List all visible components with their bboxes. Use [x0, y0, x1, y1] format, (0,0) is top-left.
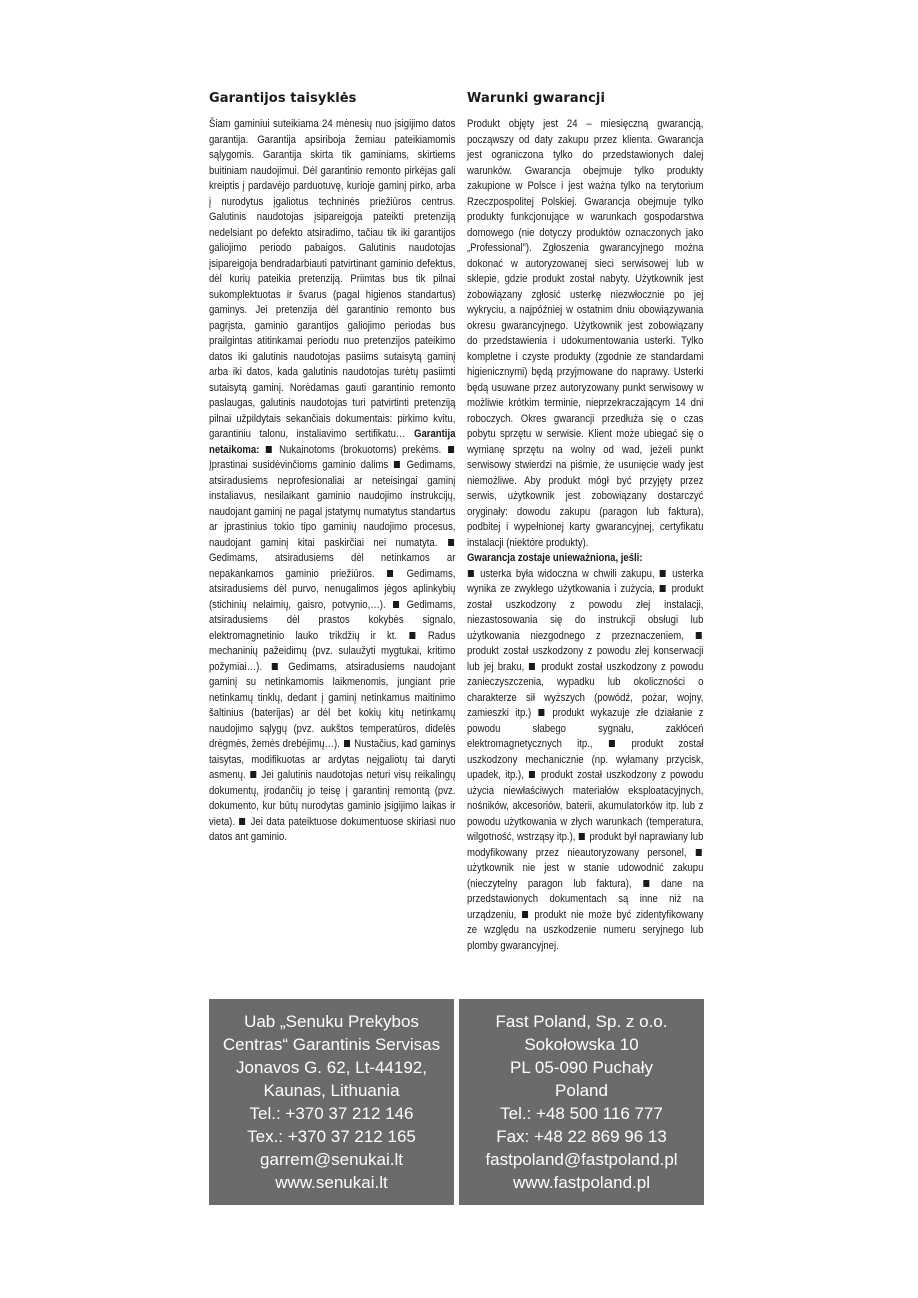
bullet-square-icon: [394, 461, 400, 468]
void-condition-item: Gedimams, atsiradusiems naudojant gaminį su netinkamomis laikmenomis, jungiant prie netinkamų tinklų, dedant į gaminį netinkamus maitinimo šaltinius (baterijas) ar dėl bet kokių kitų netinkamų naudojimo sąlygų (pvz. aukštos temperatūros, didelės drėgmės, žemės drebėjimų…).: [209, 660, 456, 750]
lt-void-list: [209, 444, 455, 844]
void-condition-item: produkt został uszkodzony z powodu złej instalacji, niezastosowania się do instrukcji obsługi lub użytkowania niezgodnego z przeznaczeniem,: [467, 583, 704, 642]
lt-contact-line: Centras“ Garantinis Servisas: [222, 1035, 441, 1054]
bullet-square-icon: [272, 663, 278, 670]
bullet-square-icon: [660, 585, 666, 592]
pl-contact-line: Poland: [555, 1081, 608, 1100]
lt-service-contact-box: [209, 999, 454, 1205]
bullet-square-icon: [609, 740, 615, 747]
pl-service-contact-box: [459, 999, 704, 1205]
bullet-square-icon: [239, 818, 245, 825]
bullet-square-icon: [448, 539, 454, 546]
bullet-square-icon: [468, 570, 474, 577]
lt-warranty-body: [209, 117, 455, 846]
pl-contact-email: fastpoland@fastpoland.pl: [485, 1150, 678, 1169]
pl-void-list: [467, 568, 703, 952]
lt-contact-website: www.senukai.lt: [275, 1173, 388, 1192]
pl-warranty-body: [467, 117, 703, 954]
pl-contact-fax: Fax: +48 22 869 96 13: [496, 1127, 667, 1146]
void-condition-item: produkt wykazuje złe działanie z powodu słabego sygnału, zakłóceń elektromagnetycznych itp.,: [467, 707, 704, 750]
bullet-square-icon: [529, 663, 535, 670]
pl-warranty-title: Warunki gwarancji: [467, 91, 606, 106]
pl-warranty-intro: Produkt objęty jest 24 – miesięczną gwarancją, począwszy od daty zakupu przez klienta. Gwarancja jest ograniczona tylko do przedstawionych dalej warunków. Gwarancja obejmuje tylko produkty zakupione w Polsce i jest ważna tylko na terytorium Rzeczpospolitej Polskiej. Gwarancja obejmuje tylko produkty funkcjonujące w warunkach gospodarstwa domowego (nie dotyczy produktów oznaczonych jako „Professional”). Zgłoszenia gwarancyjnego można dokonać w autoryzowanej sieci serwisowej lub w sklepie, gdzie produkt został nabyty. Użytkownik jest zobowiązany zgłosić usterkę niezwłocznie po jej wykryciu, a najpóźniej w ostatnim dniu obowiązywania okresu gwarancyjnego. Użytkownik jest zobowiązany do przedstawienia i udokumentowania usterki. Tylko kompletne i czyste produkty (zgodnie ze standardami higienicznymi) będą przyjmowane do naprawy. Usterki będą usuwane przez autoryzowany punkt serwisowy w możliwie krótkim terminie, nieprzekraczającym 14 dni roboczych. Okres gwarancji przedłuża się o czas pobytu sprzętu w serwisie. Klient może ubiegać się o wymianę sprzętu na wolny od wad, jeżeli punkt serwisowy stwierdzi na piśmie, że usunięcie wady jest niemożliwe. Aby produkt mógł być przyjęty przez serwis, użytkownik jest zobowiązany dostarczyć oryginały: dowodu zakupu (paragon lub faktura), podbitej i wypełnionej karty gwarancyjnej, certyfikatu instalacji (niektóre produkty).: [467, 118, 704, 549]
bullet-square-icon: [579, 833, 585, 840]
lithuanian-warranty-column: [209, 91, 456, 846]
void-condition-item: usterka była widoczna w chwili zakupu,: [475, 567, 655, 580]
void-condition-item: użytkownik nie jest w stanie udowodnić zakupu (nieczytelny paragon lub faktura),: [467, 862, 704, 890]
bullet-square-icon: [660, 570, 666, 577]
lt-void-heading: Garantija netaikoma:: [209, 428, 456, 456]
void-condition-item: Gedimams, atsiradusiems dėl netinkamos ar nepakankamos gaminio priežiūros.: [209, 552, 456, 580]
void-condition-item: usterka wynika ze zwykłego użytkowania i zużycia,: [467, 567, 704, 595]
lt-contact-phone: Tel.: +370 37 212 146: [249, 1104, 414, 1123]
void-condition-item: Įprastinai susidėvinčioms gaminio dalims: [209, 459, 389, 471]
pl-void-heading: Gwarancja zostaje unieważniona, jeśli:: [467, 552, 643, 564]
polish-warranty-column: [467, 91, 704, 954]
lt-contact-fax: Tex.: +370 37 212 165: [247, 1127, 416, 1146]
pl-contact-line: Sokołowska 10: [524, 1035, 639, 1054]
lt-contact-line: Kaunas, Lithuania: [263, 1081, 400, 1100]
void-condition-item: Jei galutinis naudotojas neturi visų reikalingų dokumentų, įrodančių jo teisę į garantinį remontą (pvz. dokumento, kur būtų nurodytas gaminio įsigijimo laikas ir vieta).: [209, 769, 456, 828]
pl-contact-line: Fast Poland, Sp. z o.o.: [495, 1012, 668, 1031]
lt-contact-email: garrem@senukai.lt: [260, 1150, 403, 1169]
void-condition-item: Gedimams, atsiradusiems neprofesionaliai ar neteisingai gaminį instaliavus, nesilaikant gaminio naudojimo instrukcijų, naudojant gaminį ne pagal įstatymų numatytus standartus ar įprastinius tokio tipo gaminių naudojimo procesus, naudojant gaminį kitai paskirčiai nei numatyta.: [209, 459, 456, 549]
void-condition-item: Radus mechaninių pažeidimų (pvz. sulaužyti mygtukai, kritimo požymiai…).: [209, 629, 456, 673]
void-condition-item: produkt był naprawiany lub modyfikowany przez nieautoryzowany personel,: [467, 831, 704, 859]
void-condition-item: Gedimams, atsiradusiems dėl purvo, nenugalimos jėgos aplinkybių (stichinių nelaimių, gaisro, potvynio,…).: [209, 567, 456, 611]
bullet-square-icon: [538, 709, 544, 716]
bullet-square-icon: [344, 740, 350, 747]
bullet-square-icon: [696, 849, 702, 856]
lt-contact-line: Uab „Senuku Prekybos: [244, 1012, 419, 1031]
void-condition-item: produkt został uszkodzony z powodu złej konserwacji lub jej braku,: [467, 645, 704, 673]
bullet-square-icon: [529, 771, 535, 778]
lt-warranty-title: Garantijos taisyklės: [209, 91, 357, 106]
void-condition-item: produkt nie może być zidentyfikowany ze względu na uszkodzenie numeru seryjnego lub plomby gwarancyjnej.: [467, 908, 704, 952]
bullet-square-icon: [643, 880, 649, 887]
void-condition-item: Gedimams, atsiradusiems dėl prastos kokybės signalo, elektromagnetinio lauko trikdžių ir kt.: [209, 598, 456, 642]
void-condition-item: produkt został uszkodzony z powodu użycia niewłaściwych materiałów eksploatacyjnych, nośników, akcesoriów, baterii, akumulatorków itp. lub z powodu użytkowania w złych warunkach (temperatura, wilgotność, wstrząsy itp.),: [467, 769, 704, 843]
void-condition-item: Nustačius, kad gaminys taisytas, modifikuotas ar ardytas neįgaliotų tai daryti asmenų.: [209, 738, 456, 781]
void-condition-item: Nukainotoms (brokuotoms) prekėms.: [273, 443, 442, 456]
bullet-square-icon: [393, 601, 399, 608]
bullet-square-icon: [696, 632, 702, 639]
bullet-square-icon: [387, 570, 393, 577]
void-condition-item: produkt został uszkodzony mechanicznie (np. wyłamany przycisk, upadek, itp.),: [467, 738, 704, 781]
bullet-square-icon: [448, 446, 454, 453]
lt-warranty-intro: Šiam gaminiui suteikiama 24 mėnesių nuo įsigijimo datos garantija. Garantija apsiriboja žemiau pateikiamomis sąlygomis. Garantija skirta tik gaminiams, skirtiems buitiniam naudojimui. Dėl garantinio remonto pirkėjas gali kreiptis į pardavėjo parduotuvę, kurioje gaminį pirko, arba į nurodytus įgaliotus techninės priežiūros centrus. Galutinis naudotojas įsipareigoja pateikti pretenziją nedelsiant po defekto atsiradimo, tačiau tik iki garantijos galiojimo periodo pabaigos. Galutinis naudotojas įsipareigoja bendradarbiauti patvirtinant gaminio defektus, dėl kurių pateikia pretenziją. Priimtas bus tik pilnai sukomplektuotas ir švarus (pagal higienos standartus) gaminys. Jei pretenzija dėl garantinio remonto bus pagrįsta, gaminio garantijos galiojimo periodas bus prailgintas atitinkamai periodu nuo pretenzijos pateikimo datos iki galutinis naudotojas pasiims sutaisytą gaminį arba iki datos, kada galutinis naudotojas turėtų pasiimti sutaisytą gaminį. Norėdamas gauti garantinio remonto paslaugas, galutinis naudotojas turi patvirtinti pretenziją pilnai užpildytais sekančiais dokumentais: pirkimo kvitu, garantiniu talonu, instaliavimo sertifikatu…: [209, 118, 456, 440]
pl-contact-line: PL 05-090 Puchały: [509, 1058, 654, 1077]
void-condition-item: dane na przedstawionych dokumentach są inne niż na urządzeniu,: [467, 877, 704, 921]
void-condition-item: Jei data pateiktuose dokumentuose skiriasi nuo datos ant gaminio.: [209, 815, 456, 843]
pl-contact-phone: Tel.: +48 500 116 777: [500, 1104, 663, 1123]
bullet-square-icon: [522, 911, 528, 918]
lt-contact-line: Jonavos G. 62, Lt-44192,: [236, 1058, 427, 1077]
bullet-square-icon: [409, 632, 415, 639]
bullet-square-icon: [250, 771, 256, 778]
bullet-square-icon: [266, 446, 272, 453]
service-contact-boxes: [209, 999, 704, 1205]
void-condition-item: produkt został uszkodzony z powodu zanieczyszczenia, wypadku lub okoliczności o charakterze sił wyższych (powódź, pożar, wojny, zamieszki itp.): [467, 660, 704, 719]
pl-contact-website: www.fastpoland.pl: [512, 1173, 651, 1192]
